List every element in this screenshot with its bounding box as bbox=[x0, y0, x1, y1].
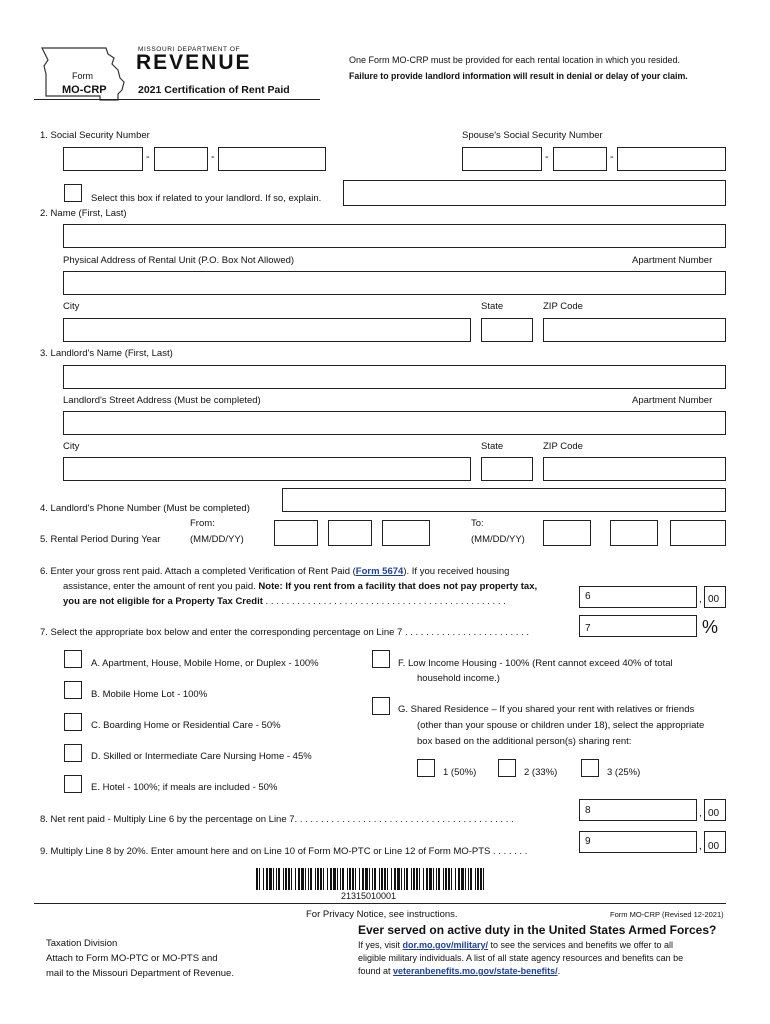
barcode-bar bbox=[369, 868, 370, 890]
barcode-bar bbox=[355, 868, 356, 890]
from-label: From: bbox=[190, 518, 215, 529]
option-f-label-2: household income.) bbox=[417, 673, 500, 684]
line-9-text: 9. Multiply Line 8 by 20%. Enter amount here and on Line 10 of Form MO-PTC or Line 12 of Form MO-PTS . . . . . . . bbox=[40, 846, 528, 857]
zip-input[interactable] bbox=[543, 318, 726, 342]
option-d-label: D. Skilled or Intermediate Care Nursing Home - 45% bbox=[91, 751, 312, 762]
barcode-bar bbox=[259, 868, 260, 890]
option-a-label: A. Apartment, House, Mobile Home, or Duplex - 100% bbox=[91, 658, 319, 669]
barcode-bar bbox=[429, 868, 432, 890]
from-day-input[interactable] bbox=[328, 520, 372, 546]
zip-label: ZIP Code bbox=[543, 301, 583, 312]
dept-name-small: MISSOURI DEPARTMENT OF bbox=[138, 46, 241, 53]
line-8-amount-input[interactable] bbox=[579, 799, 697, 821]
barcode-bar bbox=[461, 868, 464, 890]
from-date-format: (MM/DD/YY) bbox=[190, 534, 244, 545]
military-text-1b: to see the services and benefits we offer to all bbox=[488, 940, 673, 950]
line-9-cents: 00 bbox=[708, 841, 720, 852]
line-9-amount-input[interactable] bbox=[579, 831, 697, 853]
barcode-bar bbox=[372, 868, 373, 890]
option-c-checkbox[interactable] bbox=[64, 713, 82, 731]
barcode bbox=[256, 868, 488, 890]
landlord-city-input[interactable] bbox=[63, 457, 471, 481]
barcode-bar bbox=[365, 868, 368, 890]
barcode-bar bbox=[404, 868, 405, 890]
option-g2-label: 2 (33%) bbox=[524, 767, 558, 778]
line-6-text-3 bbox=[63, 596, 506, 608]
privacy-notice: For Privacy Notice, see instructions. bbox=[306, 909, 458, 920]
rental-address-label: Physical Address of Rental Unit (P.O. Box Not Allowed) bbox=[63, 255, 295, 266]
option-g1-checkbox[interactable] bbox=[417, 759, 435, 777]
line-6-note: Note: If you rent from a facility that does not pay property tax, bbox=[258, 581, 538, 592]
ssn-part-1-input[interactable] bbox=[63, 147, 143, 171]
military-text-1 bbox=[358, 939, 673, 951]
to-month-input[interactable] bbox=[543, 520, 591, 546]
barcode-bar bbox=[483, 868, 484, 890]
spouse-ssn-label: Spouse's Social Security Number bbox=[462, 130, 603, 141]
option-c-label: C. Boarding Home or Residential Care - 50% bbox=[91, 720, 281, 731]
to-label: To: bbox=[471, 518, 484, 529]
line-9-decimal: , bbox=[699, 841, 702, 852]
barcode-bar bbox=[337, 868, 338, 890]
landlord-state-input[interactable] bbox=[481, 457, 533, 481]
military-text-2: eligible military individuals. A list of all state agency resources and benefits can be bbox=[358, 953, 684, 963]
barcode-bar bbox=[468, 868, 469, 890]
option-e-checkbox[interactable] bbox=[64, 775, 82, 793]
barcode-bar bbox=[394, 868, 396, 890]
barcode-bar bbox=[381, 868, 383, 890]
apartment-number-label: Apartment Number bbox=[632, 255, 713, 266]
related-to-landlord-text: Select this box if related to your landlord. If so, explain. bbox=[91, 193, 322, 204]
line-8-cents: 00 bbox=[708, 808, 720, 819]
ssn-label: 1. Social Security Number bbox=[40, 130, 150, 141]
barcode-bar bbox=[448, 868, 450, 890]
to-date-format: (MM/DD/YY) bbox=[471, 534, 525, 545]
state-label: State bbox=[481, 301, 504, 312]
barcode-bar bbox=[342, 868, 344, 890]
veteran-benefits-link[interactable]: veteranbenefits.mo.gov/state-benefits/ bbox=[393, 966, 558, 976]
rental-period-label: 5. Rental Period During Year bbox=[40, 534, 161, 545]
barcode-bar bbox=[263, 868, 264, 890]
option-g3-label: 3 (25%) bbox=[607, 767, 641, 778]
barcode-bar bbox=[330, 868, 332, 890]
state-input[interactable] bbox=[481, 318, 533, 342]
barcode-bar bbox=[401, 868, 402, 890]
barcode-bar bbox=[285, 868, 287, 890]
barcode-bar bbox=[333, 868, 336, 890]
spouse-ssn-part-3-input[interactable] bbox=[617, 147, 726, 171]
line-6-number: 6 bbox=[585, 591, 591, 602]
barcode-bar bbox=[362, 868, 364, 890]
barcode-bar bbox=[320, 868, 322, 890]
landlord-name-label: 3. Landlord's Name (First, Last) bbox=[40, 348, 173, 359]
military-text-3 bbox=[358, 965, 560, 977]
line-6-text-1b: ). If you received housing bbox=[403, 566, 510, 577]
landlord-state-label: State bbox=[481, 441, 504, 452]
barcode-bar bbox=[327, 868, 328, 890]
spouse-ssn-dash: - bbox=[610, 151, 614, 163]
barcode-bar bbox=[323, 868, 324, 890]
footer-divider bbox=[34, 903, 726, 904]
city-input[interactable] bbox=[63, 318, 471, 342]
form-label: Form bbox=[72, 71, 93, 81]
landlord-address-label: Landlord's Street Address (Must be completed) bbox=[63, 395, 261, 406]
military-text-3b: . bbox=[557, 966, 561, 976]
barcode-bar bbox=[269, 868, 272, 890]
to-day-input[interactable] bbox=[610, 520, 658, 546]
military-text-3a: found at bbox=[358, 966, 394, 976]
barcode-bar bbox=[387, 868, 388, 890]
barcode-bar bbox=[347, 868, 348, 890]
barcode-bar bbox=[391, 868, 392, 890]
line-6-not-eligible: you are not eligible for a Property Tax Credit bbox=[63, 596, 263, 607]
barcode-bar bbox=[352, 868, 354, 890]
option-g3-checkbox[interactable] bbox=[581, 759, 599, 777]
barcode-bar bbox=[379, 868, 380, 890]
line-6-decimal: , bbox=[699, 594, 702, 605]
barcode-bar bbox=[374, 868, 376, 890]
military-text-1a: If yes, visit bbox=[358, 940, 403, 950]
barcode-bar bbox=[317, 868, 319, 890]
barcode-bar bbox=[305, 868, 306, 890]
landlord-phone-label: 4. Landlord's Phone Number (Must be completed) bbox=[40, 503, 250, 514]
barcode-bar bbox=[288, 868, 290, 890]
to-year-input[interactable] bbox=[670, 520, 726, 546]
barcode-bar bbox=[359, 868, 360, 890]
spouse-ssn-part-1-input[interactable] bbox=[462, 147, 542, 171]
option-a-checkbox[interactable] bbox=[64, 650, 82, 668]
form-id-underline bbox=[34, 99, 320, 100]
related-explanation-input[interactable] bbox=[343, 180, 726, 206]
option-g-checkbox[interactable] bbox=[372, 697, 390, 715]
barcode-bar bbox=[475, 868, 476, 890]
percent-sign: % bbox=[702, 617, 719, 637]
from-month-input[interactable] bbox=[274, 520, 318, 546]
ssn-dash: - bbox=[211, 151, 215, 163]
barcode-number: 21315010001 bbox=[341, 891, 397, 901]
dept-logo: REVENUE bbox=[136, 51, 252, 74]
barcode-bar bbox=[276, 868, 277, 890]
related-to-landlord-checkbox[interactable] bbox=[64, 184, 82, 202]
option-e-label: E. Hotel - 100%; if meals are included - 50% bbox=[91, 782, 278, 793]
military-link[interactable]: dor.mo.gov/military/ bbox=[402, 940, 489, 950]
form-revision: Form MO-CRP (Revised 12-2021) bbox=[610, 910, 724, 919]
spouse-ssn-part-2-input[interactable] bbox=[553, 147, 607, 171]
barcode-bar bbox=[308, 868, 309, 890]
barcode-bar bbox=[480, 868, 482, 890]
line-7-number: 7 bbox=[585, 623, 591, 634]
option-b-checkbox[interactable] bbox=[64, 681, 82, 699]
barcode-bar bbox=[465, 868, 466, 890]
barcode-bar bbox=[298, 868, 300, 890]
notice-landlord-info: Failure to provide landlord information will result in denial or delay of your claim. bbox=[349, 71, 688, 81]
attach-instructions-2: mail to the Missouri Department of Revenue. bbox=[46, 968, 234, 979]
option-g-label-2: (other than your spouse or children under 18), select the appropriate bbox=[417, 720, 705, 731]
barcode-bar bbox=[256, 868, 258, 890]
landlord-apartment-label: Apartment Number bbox=[632, 395, 713, 406]
option-d-checkbox[interactable] bbox=[64, 744, 82, 762]
barcode-bar bbox=[455, 868, 456, 890]
line-7-percent-input[interactable] bbox=[579, 615, 697, 637]
ssn-part-2-input[interactable] bbox=[154, 147, 208, 171]
notice-one-form: One Form MO-CRP must be provided for each rental location in which you resided. bbox=[349, 55, 680, 65]
barcode-bar bbox=[411, 868, 412, 890]
barcode-bar bbox=[266, 868, 268, 890]
barcode-bar bbox=[433, 868, 434, 890]
landlord-phone-input[interactable] bbox=[282, 488, 726, 512]
barcode-bar bbox=[416, 868, 418, 890]
option-g-label-3: box based on the additional person(s) sharing rent: bbox=[417, 736, 632, 747]
barcode-bar bbox=[315, 868, 316, 890]
barcode-bar bbox=[443, 868, 444, 890]
barcode-bar bbox=[458, 868, 460, 890]
barcode-bar bbox=[397, 868, 400, 890]
barcode-bar bbox=[477, 868, 479, 890]
barcode-bar bbox=[301, 868, 304, 890]
barcode-bar bbox=[406, 868, 408, 890]
rental-address-input[interactable] bbox=[63, 271, 726, 295]
line-7-text: 7. Select the appropriate box below and enter the corresponding percentage on Line 7 . . . . . . . . . . . . . . . . . . . . . . . . bbox=[40, 627, 529, 638]
barcode-bar bbox=[340, 868, 341, 890]
line-6-amount-input[interactable] bbox=[579, 586, 697, 608]
form-id: MO-CRP bbox=[62, 84, 107, 96]
military-heading: Ever served on active duty in the United States Armed Forces? bbox=[358, 923, 717, 937]
option-g-label-1: G. Shared Residence – If you shared your rent with relatives or friends bbox=[398, 704, 695, 715]
option-f-label-1: F. Low Income Housing - 100% (Rent cannot exceed 40% of total bbox=[398, 658, 673, 669]
option-b-label: B. Mobile Home Lot - 100% bbox=[91, 689, 208, 700]
line-6-text-2 bbox=[63, 581, 537, 593]
line-9-number: 9 bbox=[585, 836, 591, 847]
name-input[interactable] bbox=[63, 224, 726, 248]
landlord-zip-input[interactable] bbox=[543, 457, 726, 481]
barcode-bar bbox=[278, 868, 280, 890]
name-label: 2. Name (First, Last) bbox=[40, 208, 127, 219]
barcode-bar bbox=[283, 868, 284, 890]
landlord-city-label: City bbox=[63, 441, 80, 452]
barcode-bar bbox=[438, 868, 440, 890]
barcode-bar bbox=[423, 868, 424, 890]
barcode-bar bbox=[426, 868, 428, 890]
ssn-dash: - bbox=[146, 151, 150, 163]
barcode-bar bbox=[436, 868, 437, 890]
landlord-name-input[interactable] bbox=[63, 365, 726, 389]
barcode-bar bbox=[413, 868, 415, 890]
spouse-ssn-dash: - bbox=[545, 151, 549, 163]
taxation-division: Taxation Division bbox=[46, 938, 118, 949]
form-title: 2021 Certification of Rent Paid bbox=[138, 84, 290, 96]
barcode-bar bbox=[349, 868, 351, 890]
landlord-zip-label: ZIP Code bbox=[543, 441, 583, 452]
attach-instructions-1: Attach to Form MO-PTC or MO-PTS and bbox=[46, 953, 218, 964]
barcode-bar bbox=[295, 868, 296, 890]
line-6-text-2a: assistance, enter the amount of rent you paid. bbox=[63, 581, 256, 592]
barcode-bar bbox=[384, 868, 386, 890]
option-g1-label: 1 (50%) bbox=[443, 767, 477, 778]
landlord-address-input[interactable] bbox=[63, 411, 726, 435]
barcode-bar bbox=[310, 868, 312, 890]
ssn-part-3-input[interactable] bbox=[218, 147, 326, 171]
line-6-text-1a: 6. Enter your gross rent paid. Attach a completed Verification of Rent Paid ( bbox=[40, 566, 356, 577]
from-year-input[interactable] bbox=[382, 520, 430, 546]
barcode-bar bbox=[470, 868, 472, 890]
city-label: City bbox=[63, 301, 80, 312]
option-g2-checkbox[interactable] bbox=[498, 759, 516, 777]
option-f-checkbox[interactable] bbox=[372, 650, 390, 668]
line-8-number: 8 bbox=[585, 805, 591, 816]
line-8-text: 8. Net rent paid - Multiply Line 6 by the percentage on Line 7. . . . . . . . . . . . . . . . . . . . . . . . . . . . . . . . . . . . . . . . . . bbox=[40, 814, 514, 825]
line-6-text-1 bbox=[40, 566, 509, 578]
line-6-cents: 00 bbox=[708, 594, 720, 605]
barcode-bar bbox=[445, 868, 447, 890]
line-8-decimal: , bbox=[699, 808, 702, 819]
barcode-bar bbox=[291, 868, 292, 890]
barcode-bar bbox=[419, 868, 420, 890]
form-5674-link[interactable]: Form 5674 bbox=[355, 566, 404, 577]
line-6-leader: . . . . . . . . . . . . . . . . . . . . . . . . . . . . . . . . . . . . . . . . . . . . . . bbox=[262, 596, 506, 607]
barcode-bar bbox=[451, 868, 452, 890]
barcode-bar bbox=[273, 868, 274, 890]
